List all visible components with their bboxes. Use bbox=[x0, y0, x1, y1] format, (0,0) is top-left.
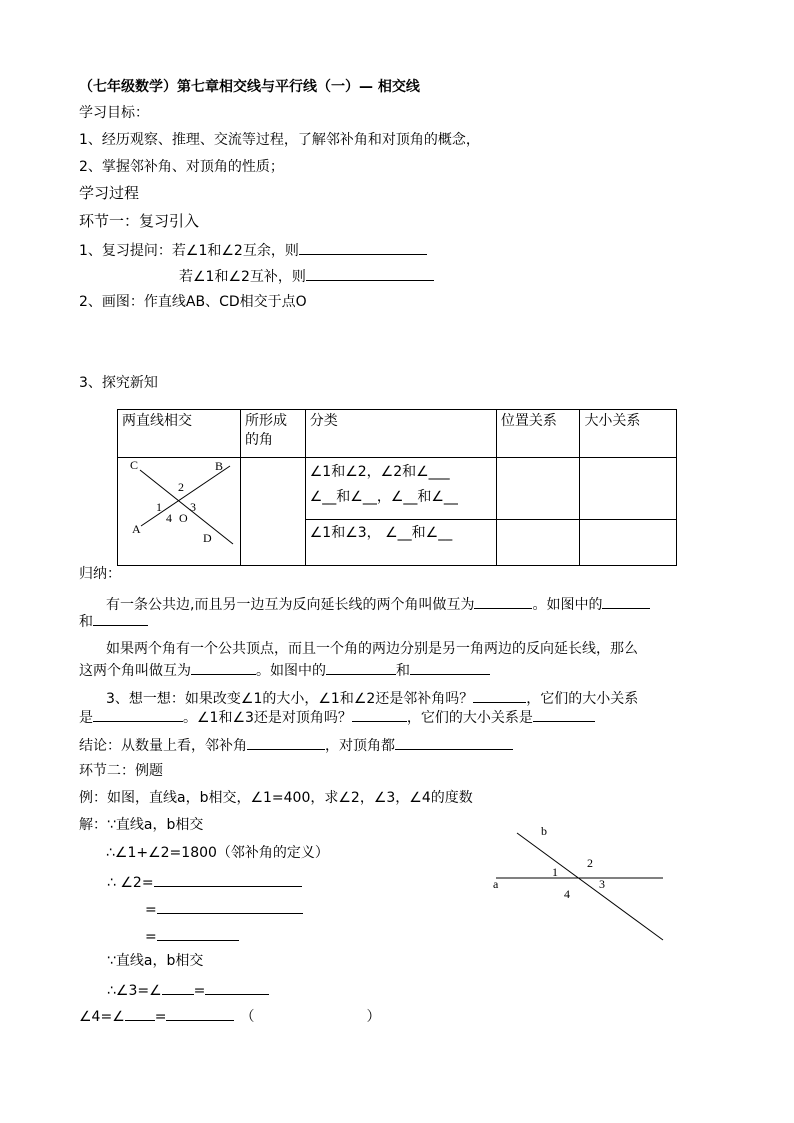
solution-line bbox=[145, 899, 303, 919]
label-o: O bbox=[179, 511, 188, 525]
answer-blank[interactable] bbox=[306, 266, 434, 281]
answer-blank[interactable] bbox=[395, 735, 513, 750]
text: ） bbox=[366, 1009, 381, 1025]
solution-line: 解：∵直线a，b相交 bbox=[79, 817, 204, 833]
text: = bbox=[145, 902, 157, 918]
classification-line: ∠__和∠__，∠__和∠__ bbox=[309, 489, 458, 505]
text: 和 bbox=[79, 614, 93, 630]
text: 这两个角叫做互为 bbox=[79, 663, 191, 679]
table-header: 分类 bbox=[305, 410, 496, 458]
formed-angles-cell[interactable] bbox=[241, 458, 306, 566]
text: 3、想一想：如果改变∠1的大小，∠1和∠2还是邻补角吗？ bbox=[106, 691, 474, 707]
table-header: 两直线相交 bbox=[118, 410, 241, 458]
text: ，对顶角都 bbox=[325, 738, 395, 754]
conclusion bbox=[79, 735, 513, 755]
answer-blank[interactable] bbox=[93, 707, 183, 722]
table-header: 大小关系 bbox=[580, 410, 677, 458]
label-a: A bbox=[132, 522, 141, 536]
label-angle-3: 3 bbox=[599, 877, 605, 891]
answer-blank[interactable] bbox=[474, 594, 532, 609]
table-header: 位置关系 bbox=[496, 410, 580, 458]
size-cell[interactable] bbox=[580, 520, 677, 566]
answer-blank[interactable] bbox=[473, 688, 526, 703]
intersect-figure-cell bbox=[118, 458, 241, 566]
answer-blank[interactable] bbox=[157, 899, 303, 914]
text: （ bbox=[240, 1009, 255, 1025]
page-title: （七年级数学）第七章相交线与平行线（一）— 相交线 bbox=[79, 79, 420, 95]
table-header: 所形成的角 bbox=[241, 410, 306, 458]
review-prefix: 1、复习提问： bbox=[79, 243, 172, 259]
example-problem: 例：如图，直线a，b相交，∠1=400，求∠2，∠3，∠4的度数 bbox=[79, 790, 473, 806]
answer-blank[interactable] bbox=[410, 660, 490, 675]
label-angle-2: 2 bbox=[587, 856, 593, 870]
definition-adjacent bbox=[106, 594, 650, 614]
text: 。如图中的 bbox=[256, 663, 326, 679]
process-heading: 学习过程 bbox=[79, 184, 140, 202]
text: = bbox=[193, 983, 206, 999]
text: = bbox=[154, 1009, 167, 1025]
solution-line: ∵直线a，b相交 bbox=[107, 953, 204, 969]
intersecting-lines-diagram bbox=[118, 458, 240, 559]
text: 有一条公共边,而且另一边互为反向延长线的两个角叫做互为 bbox=[106, 597, 475, 613]
text: ，它们的大小关系 bbox=[526, 691, 639, 707]
think-question-cont bbox=[79, 707, 595, 727]
review-q2-text: 若∠1和∠2互补，则 bbox=[179, 269, 306, 285]
answer-blank[interactable] bbox=[326, 660, 396, 675]
goal-item-2: 2、掌握邻补角、对顶角的性质； bbox=[79, 159, 284, 175]
position-cell[interactable] bbox=[496, 520, 580, 566]
solution-line bbox=[79, 1006, 380, 1026]
answer-blank[interactable] bbox=[125, 1006, 155, 1021]
label-line-b: b bbox=[541, 824, 547, 838]
section2-heading: 环节二：例题 bbox=[79, 763, 163, 779]
review-question-1 bbox=[79, 240, 427, 260]
answer-blank[interactable] bbox=[299, 240, 427, 255]
explore-heading: 3、探究新知 bbox=[79, 375, 158, 391]
label-angle-3: 3 bbox=[190, 500, 196, 514]
text: 。如图中的 bbox=[532, 597, 603, 613]
angle-table bbox=[117, 409, 677, 566]
vertical-classification-cell bbox=[305, 520, 496, 566]
answer-blank[interactable] bbox=[205, 980, 269, 995]
answer-blank[interactable] bbox=[191, 660, 256, 675]
classification-line: ∠1和∠3， ∠__和∠__ bbox=[309, 525, 453, 542]
position-cell[interactable] bbox=[496, 458, 580, 520]
label-angle-1: 1 bbox=[156, 500, 162, 514]
solution-line bbox=[107, 872, 302, 892]
review-q1-text: 若∠1和∠2互余，则 bbox=[171, 243, 299, 259]
answer-blank[interactable] bbox=[93, 611, 148, 626]
size-cell[interactable] bbox=[580, 458, 677, 520]
answer-blank[interactable] bbox=[166, 1006, 234, 1021]
text: ，它们的大小关系是 bbox=[406, 710, 533, 726]
text: ∴∠3=∠ bbox=[107, 983, 162, 999]
answer-blank[interactable] bbox=[247, 735, 325, 750]
solution-line bbox=[107, 980, 269, 1000]
summary-heading: 归纳： bbox=[79, 566, 121, 582]
definition-vertical: 如果两个角有一个公共顶点，而且一个角的两边分别是另一角两边的反向延长线，那么 bbox=[106, 641, 638, 657]
definition-vertical-cont bbox=[79, 660, 490, 680]
answer-blank[interactable] bbox=[154, 872, 302, 887]
text: ∴ ∠2= bbox=[107, 875, 154, 891]
text: = bbox=[145, 929, 157, 945]
definition-adjacent-cont bbox=[79, 611, 148, 631]
example-diagram bbox=[480, 822, 680, 947]
solution-line: ∴∠1+∠2=1800（邻补角的定义） bbox=[106, 845, 329, 861]
text: 和 bbox=[396, 663, 410, 679]
label-angle-1: 1 bbox=[552, 865, 558, 879]
label-c: C bbox=[130, 458, 139, 472]
text: 是 bbox=[79, 710, 93, 726]
review-question-2 bbox=[179, 266, 434, 286]
answer-blank[interactable] bbox=[533, 707, 595, 722]
text: ∠4=∠ bbox=[79, 1009, 125, 1025]
section1-heading: 环节一：复习引入 bbox=[79, 212, 200, 230]
label-angle-4: 4 bbox=[564, 887, 570, 901]
text: 结论：从数量上看，邻补角 bbox=[79, 738, 247, 754]
label-line-a: a bbox=[493, 877, 499, 891]
classification-line: ∠1和∠2，∠2和∠___ bbox=[309, 464, 450, 480]
answer-blank[interactable] bbox=[162, 980, 194, 995]
adjacent-classification-cell bbox=[305, 458, 496, 520]
think-question bbox=[106, 688, 638, 708]
label-angle-2: 2 bbox=[178, 480, 184, 494]
label-angle-4: 4 bbox=[166, 511, 172, 525]
draw-instruction: 2、画图：作直线AB、CD相交于点O bbox=[79, 294, 307, 310]
goal-item-1: 1、经历观察、推理、交流等过程，了解邻补角和对顶角的概念， bbox=[79, 132, 480, 148]
label-d: D bbox=[203, 531, 212, 545]
answer-blank[interactable] bbox=[352, 707, 407, 722]
answer-blank[interactable] bbox=[602, 594, 650, 609]
goals-heading: 学习目标： bbox=[79, 105, 149, 121]
text: 。∠1和∠3还是对顶角吗？ bbox=[183, 710, 352, 726]
answer-blank[interactable] bbox=[157, 926, 239, 941]
label-b: B bbox=[215, 459, 224, 473]
solution-line bbox=[145, 926, 239, 946]
